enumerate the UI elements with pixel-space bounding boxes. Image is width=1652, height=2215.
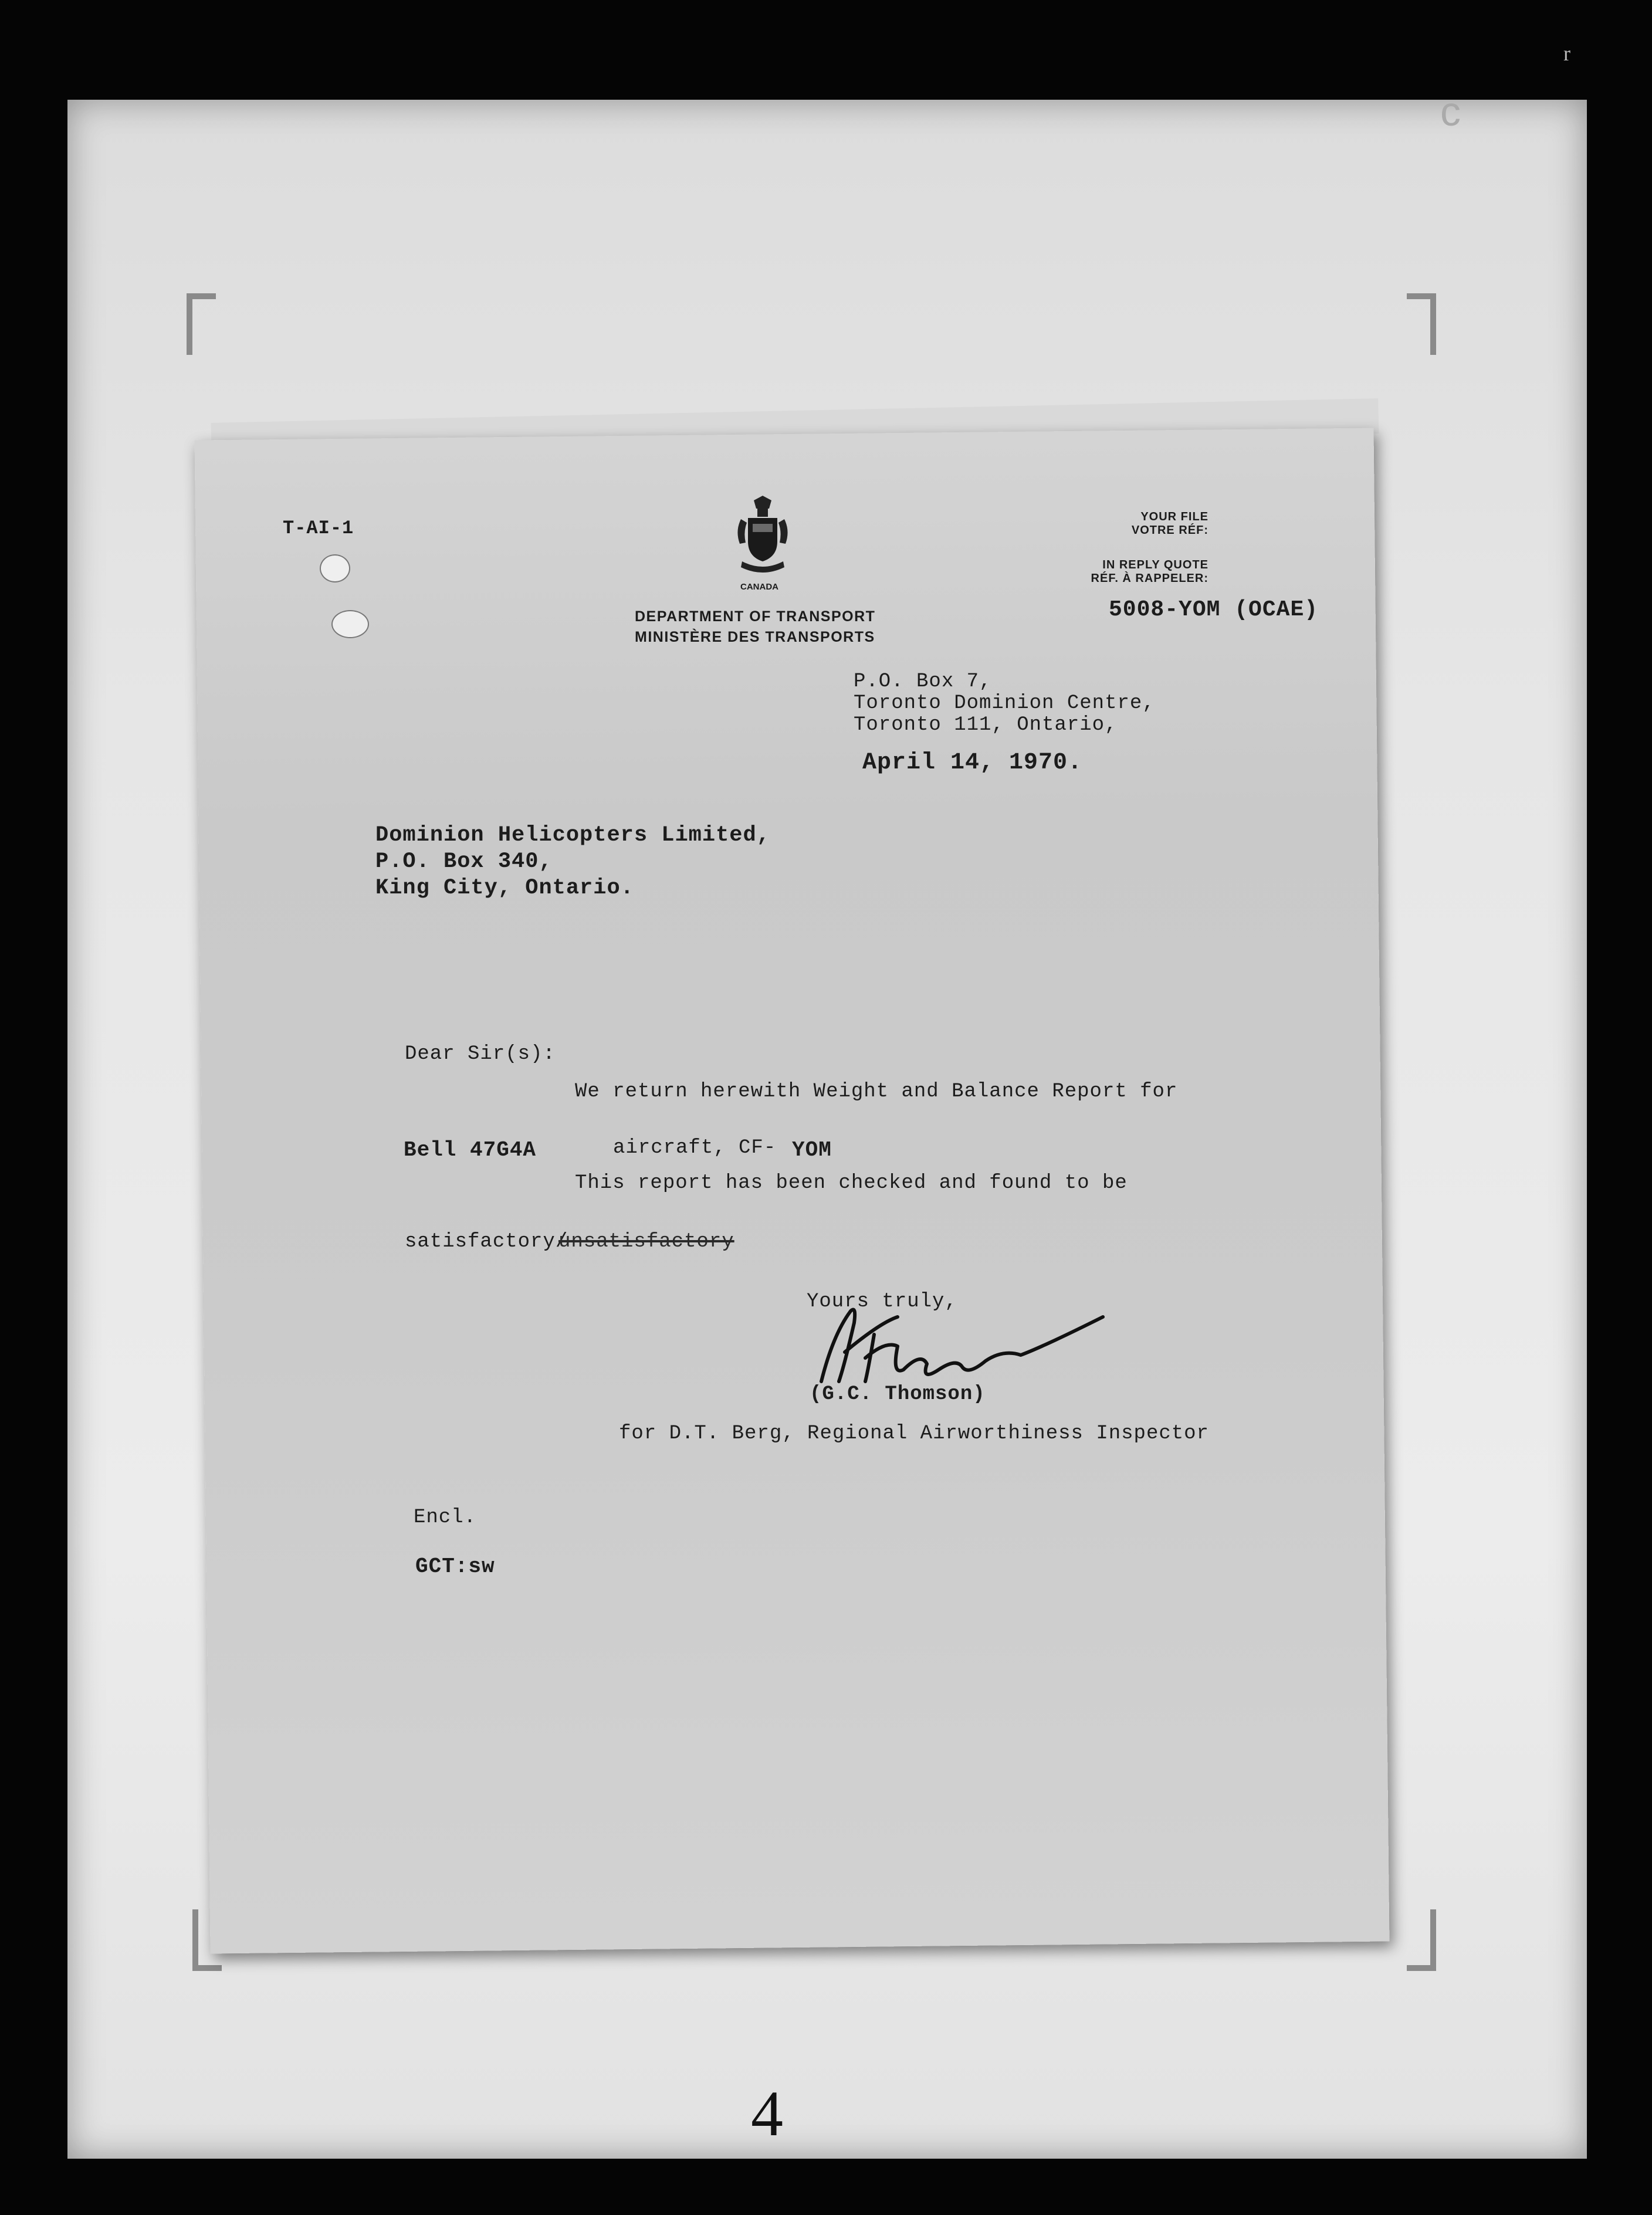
handwritten-signature [810, 1299, 1115, 1387]
canada-coat-of-arms-icon [730, 496, 795, 578]
sender-address-line-2: Toronto Dominion Centre, [854, 692, 1155, 714]
closing: Yours truly, [807, 1291, 957, 1313]
punch-hole-top [320, 554, 350, 582]
form-code: T-AI-1 [283, 517, 354, 539]
your-file-label-en: YOUR FILE [1140, 510, 1208, 523]
your-file-label-fr: VOTRE RÉF: [1131, 524, 1208, 537]
page-number-mark: 4 [751, 2078, 783, 2149]
aircraft-model: Bell 47G4A [404, 1138, 537, 1162]
body-line-3: This report has been checked and found to be [575, 1172, 1128, 1194]
typist-initials: GCT:sw [415, 1554, 495, 1579]
body-line-1: We return herewith Weight and Balance Report for [575, 1081, 1178, 1103]
punch-hole-bottom [331, 610, 369, 638]
reply-quote-label-fr: RÉF. À RAPPELER: [1091, 572, 1208, 585]
sender-address-line-1: P.O. Box 7, [854, 670, 992, 693]
salutation: Dear Sir(s): [405, 1043, 556, 1065]
department-french: MINISTÈRE DES TRANSPORTS [635, 629, 875, 645]
emblem-label: CANADA [740, 582, 778, 592]
recipient-line-3: King City, Ontario. [375, 876, 634, 900]
reply-quote-label-en: IN REPLY QUOTE [1102, 558, 1208, 571]
enclosure-note: Encl. [414, 1506, 477, 1529]
signer-name: (G.C. Thomson) [810, 1383, 986, 1405]
recipient-line-1: Dominion Helicopters Limited, [375, 823, 770, 848]
department-english: DEPARTMENT OF TRANSPORT [635, 608, 876, 625]
reference-number: 5008-YOM (OCAE) [1109, 597, 1319, 622]
top-right-mark: c [1440, 89, 1461, 134]
recipient-line-2: P.O. Box 340, [375, 849, 553, 874]
aircraft-label: aircraft, CF- [613, 1137, 777, 1159]
letter-date: April 14, 1970. [862, 750, 1083, 776]
result-unsatisfactory-struck: unsatisfactory [558, 1231, 734, 1253]
aircraft-registration: YOM [792, 1138, 832, 1162]
corner-mark: r [1563, 42, 1570, 65]
sender-address-line-3: Toronto 111, Ontario, [854, 714, 1118, 736]
signer-title: for D.T. Berg, Regional Airworthiness Inspector [619, 1423, 1209, 1445]
result-satisfactory: satisfactory/ [405, 1231, 568, 1253]
